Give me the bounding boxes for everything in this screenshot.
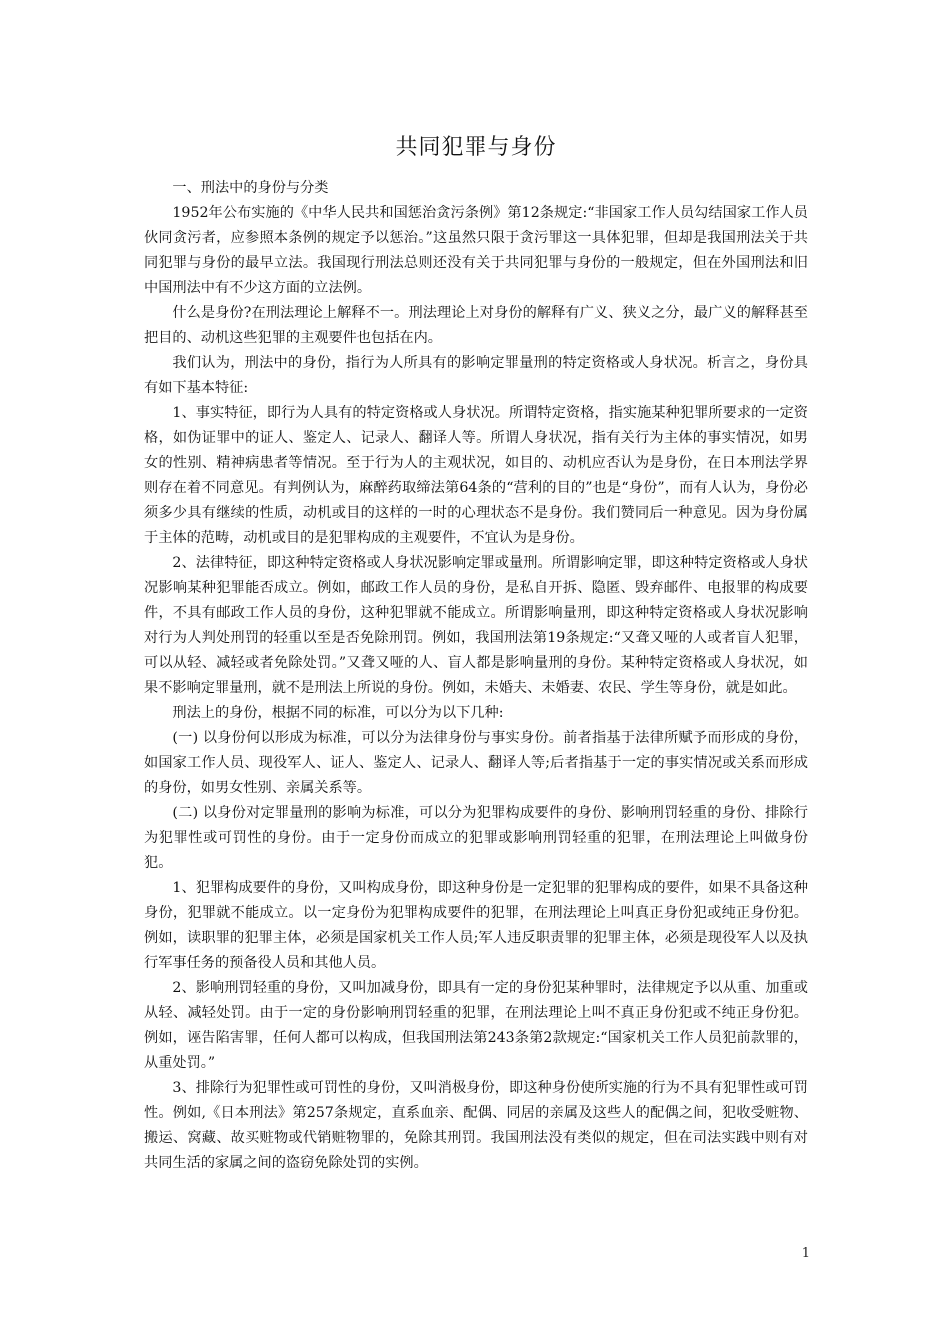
paragraph: 2、法律特征，即这种特定资格或人身状况影响定罪或量刑。所谓影响定罪，即这种特定资格或人身状况影响某种犯罪能否成立。例如，邮政工作人员的身份，是私自开拆、隐匿、毁弃邮件、电报罪的构成要件，不具有邮政工作人员的身份，这种犯罪就不能成立。所谓影响量刑，即这种特定资格或人身状况影响对行为人判处刑罚的轻重以至是否免除刑罚。例如，我国刑法第19条规定:“又聋又哑的人或者盲人犯罪，可以从轻、减轻或者免除处罚。”又聋又哑的人、盲人都是影响量刑的身份。某种特定资格或人身状况，如果不影响定罪量刑，就不是刑法上所说的身份。例如，未婚夫、未婚妻、农民、学生等身份，就是如此。 xyxy=(144,555,808,696)
paragraph: (一) 以身份何以形成为标准，可以分为法律身份与事实身份。前者指基于法律所赋予而形成的身份，如国家工作人员、现役军人、证人、鉴定人、记录人、翻译人等;后者指基于一定的事实情况或关系而形成的身份，如男女性别、亲属关系等。 xyxy=(144,730,808,796)
paragraph: 2、影响刑罚轻重的身份，又叫加减身份，即具有一定的身份犯某种罪时，法律规定予以从重、加重或从轻、减轻处罚。由于一定的身份影响刑罚轻重的犯罪，在刑法理论上叫不真正身份犯或不纯正身份犯。例如，诬告陷害罪，任何人都可以构成，但我国刑法第243条第2款规定:“国家机关工作人员犯前款罪的，从重处罚。” xyxy=(144,980,808,1071)
paragraph: (二) 以身份对定罪量刑的影响为标准，可以分为犯罪构成要件的身份、影响刑罚轻重的身份、排除行为犯罪性或可罚性的身份。由于一定身份而成立的犯罪或影响刑罚轻重的犯罪，在刑法理论上叫做身份犯。 xyxy=(144,805,808,871)
paragraph: 什么是身份?在刑法理论上解释不一。刑法理论上对身份的解释有广义、狭义之分，最广义的解释甚至把目的、动机这些犯罪的主观要件也包括在内。 xyxy=(144,305,808,346)
section-heading: 一、刑法中的身份与分类 xyxy=(172,180,329,196)
paragraph: 1952年公布实施的《中华人民共和国惩治贪污条例》第12条规定:“非国家工作人员勾结国家工作人员伙同贪污者，应参照本条例的规定予以惩治。”这虽然只限于贪污罪这一具体犯罪，但却是我国刑法关于共同犯罪与身份的最早立法。我国现行刑法总则还没有关于共同犯罪与身份的一般规定，但在外国刑法和旧中国刑法中有不少这方面的立法例。 xyxy=(144,205,808,296)
page-number: 1 xyxy=(801,1246,810,1261)
paragraph: 刑法上的身份，根据不同的标准，可以分为以下几种: xyxy=(172,705,504,721)
paragraph: 我们认为，刑法中的身份，指行为人所具有的影响定罪量刑的特定资格或人身状况。析言之，身份具有如下基本特征: xyxy=(144,355,808,396)
paragraph: 1、事实特征，即行为人具有的特定资格或人身状况。所谓特定资格，指实施某种犯罪所要求的一定资格，如伪证罪中的证人、鉴定人、记录人、翻译人等。所谓人身状况，指有关行为主体的事实情况，如男女的性别、精神病患者等情况。至于行为人的主观状况，如目的、动机应否认为是身份，在日本刑法学界则存在着不同意见。有判例认为，麻醉药取缔法第64条的“营利的目的”也是“身份”，而有人认为，身份必须多少具有继续的性质，动机或目的这样的一时的心理状态不是身份。我们赞同后一种意见。因为身份属于主体的范畴，动机或目的是犯罪构成的主观要件，不宜认为是身份。 xyxy=(144,405,808,546)
paragraph: 3、排除行为犯罪性或可罚性的身份，又叫消极身份，即这种身份使所实施的行为不具有犯罪性或可罚性。例如,《日本刑法》第257条规定，直系血亲、配偶、同居的亲属及这些人的配偶之间，犯收受赃物、搬运、窝藏、故买赃物或代销赃物罪的，免除其刑罚。我国刑法没有类似的规定，但在司法实践中则有对共同生活的家属之间的盗窃免除处罚的实例。 xyxy=(144,1080,808,1171)
document-title: 共同犯罪与身份 xyxy=(395,135,557,160)
document-body xyxy=(144,128,808,1176)
paragraph: 1、犯罪构成要件的身份，又叫构成身份，即这种身份是一定犯罪的犯罪构成的要件，如果不具备这种身份，犯罪就不能成立。以一定身份为犯罪构成要件的犯罪，在刑法理论上叫真正身份犯或纯正身份犯。例如，读职罪的犯罪主体，必须是国家机关工作人员;军人违反职责罪的犯罪主体，必须是现役军人以及执行军事任务的预备役人员和其他人员。 xyxy=(144,880,808,971)
